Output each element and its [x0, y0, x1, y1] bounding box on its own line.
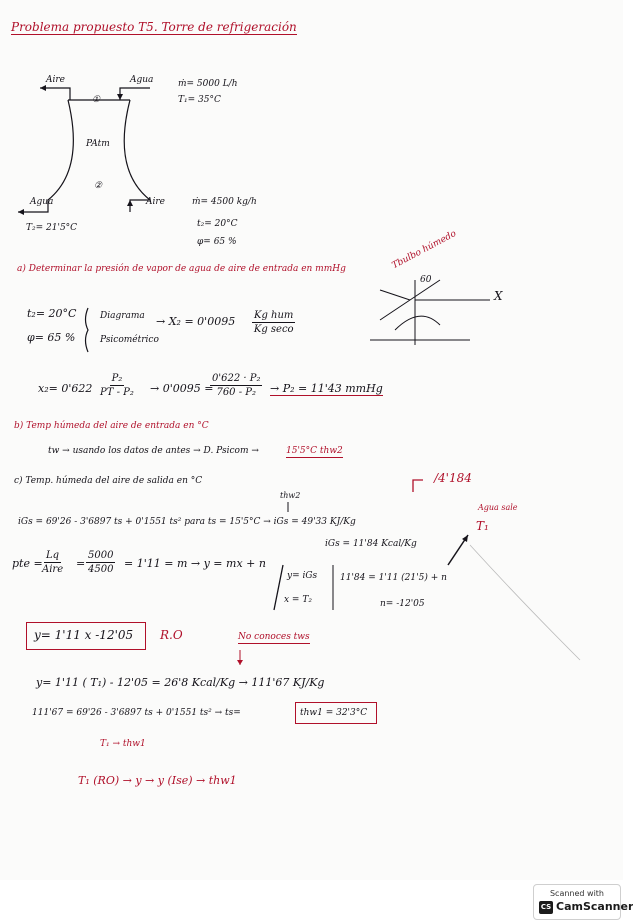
part-a-phi: φ= 65 % [27, 331, 76, 344]
eq-ts: 111'67 = 69'26 - 3'6897 ts + 0'1551 ts² → ts= [32, 708, 241, 718]
node-1-label: ① [92, 95, 101, 105]
eq-p2-result: → P₂ = 11'43 mmHg [270, 382, 383, 395]
eq-frac-1: $\frac{\text{P₂}}{\text{PT - P₂}}$ [100, 373, 134, 398]
camscanner-badge [533, 884, 633, 920]
node-2-label: ② [94, 181, 103, 191]
phi-label: φ= 65 % [197, 237, 237, 247]
part-c-heading: c) Temp. húmeda del aire de salida en °C [14, 476, 203, 486]
part-b-line: tw → usando los datos de antes → D. Psicom → [48, 446, 259, 456]
eq-igs-kcal: iGs = 11'84 Kcal/Kg [325, 539, 417, 549]
eq-igs: iGs = 69'26 - 3'6897 ts + 0'1551 ts² para ts = 15'5°C → iGs = 49'33 KJ/Kg [18, 517, 356, 527]
part-a-result-x2: → X₂ = 0'0095 [156, 315, 236, 328]
water-flow-label: ṁ= 5000 L/h [178, 79, 238, 89]
pte-label: pte = [12, 557, 43, 570]
air-flow-label: ṁ= 4500 kg/h [192, 197, 257, 207]
boxed-twe: thw1 = 32'3°C [300, 708, 368, 718]
sketch-wet-bulb-label: Tbulbo húmedo [390, 228, 459, 272]
t1-label: T₁= 35°C [178, 95, 221, 105]
eq-frac-2: $\frac{\text{0'622 · P₂}}{\text{760 - P₂}}$ [212, 373, 261, 398]
sketch-60-label: 60 [420, 275, 432, 285]
eq-y-value: y= 1'11 ( T₁) - 12'05 = 26'8 Kcal/Kg → 111'67 KJ/Kg [36, 676, 325, 689]
boxed-equation: y= 1'11 x -12'05 [34, 628, 134, 642]
ro-label: R.O [160, 628, 183, 642]
system-n: n= -12'05 [380, 599, 425, 609]
system-x: x = T₂ [284, 595, 312, 605]
eq-x2-left: x₂= 0'622 [38, 382, 93, 395]
sketch-x-label: X [494, 289, 503, 303]
note-4184: /4'184 [434, 471, 472, 485]
camscanner-name: CamScanner [556, 900, 633, 913]
part-a-t2: t₂= 20°C [27, 307, 77, 320]
system-eq: 11'84 = 1'11 (21'5) + n [340, 573, 447, 583]
brace-diagram-label: Diagrama [100, 311, 145, 321]
t1-side-label: T₁ [476, 519, 489, 533]
patm-label: PAtm [86, 139, 110, 149]
part-a-heading: a) Determinar la presión de vapor de agua de aire de entrada en mmHg [17, 264, 346, 274]
air-out-label: Aire [46, 75, 66, 85]
water-in-label: Agua [130, 75, 154, 85]
water-out-label: Agua [30, 197, 54, 207]
part-b-result: 15'5°C thw2 [286, 446, 343, 456]
pte-rest: = 1'11 = m → y = mx + n [124, 557, 266, 570]
part-b-heading: b) Temp húmeda del aire de entrada en °C [14, 421, 209, 431]
scanned-with-label: Scanned with [549, 889, 605, 898]
x2-unit-fraction: Kg hum Kg seco [253, 310, 294, 335]
agua-sale-label: Agua sale [478, 503, 518, 512]
eq-mid: → 0'0095 = [150, 382, 214, 395]
page-title: Problema propuesto T5. Torre de refrigeración [11, 20, 297, 34]
air-in-label: Aire [146, 197, 166, 207]
camscanner-logo-icon: CS [539, 901, 553, 914]
pte-frac-2: $\frac{5000}{4500}$ [88, 550, 114, 575]
step-1: T₁ → thw1 [100, 739, 146, 749]
brace-psico-label: Psicométrico [100, 335, 159, 345]
no-conoces-note: No conoces tws [238, 632, 310, 642]
step-2: T₁ (RO) → y → y (Ise) → thw1 [78, 774, 237, 787]
label-thw2: thw2 [280, 491, 301, 500]
pte-frac-1: Lq Aire [42, 550, 64, 575]
pte-equals: = [76, 557, 86, 570]
t-in-label: t₂= 20°C [197, 219, 238, 229]
t2-label: T₂= 21'5°C [26, 223, 78, 233]
system-y: y= iGs [287, 571, 318, 581]
